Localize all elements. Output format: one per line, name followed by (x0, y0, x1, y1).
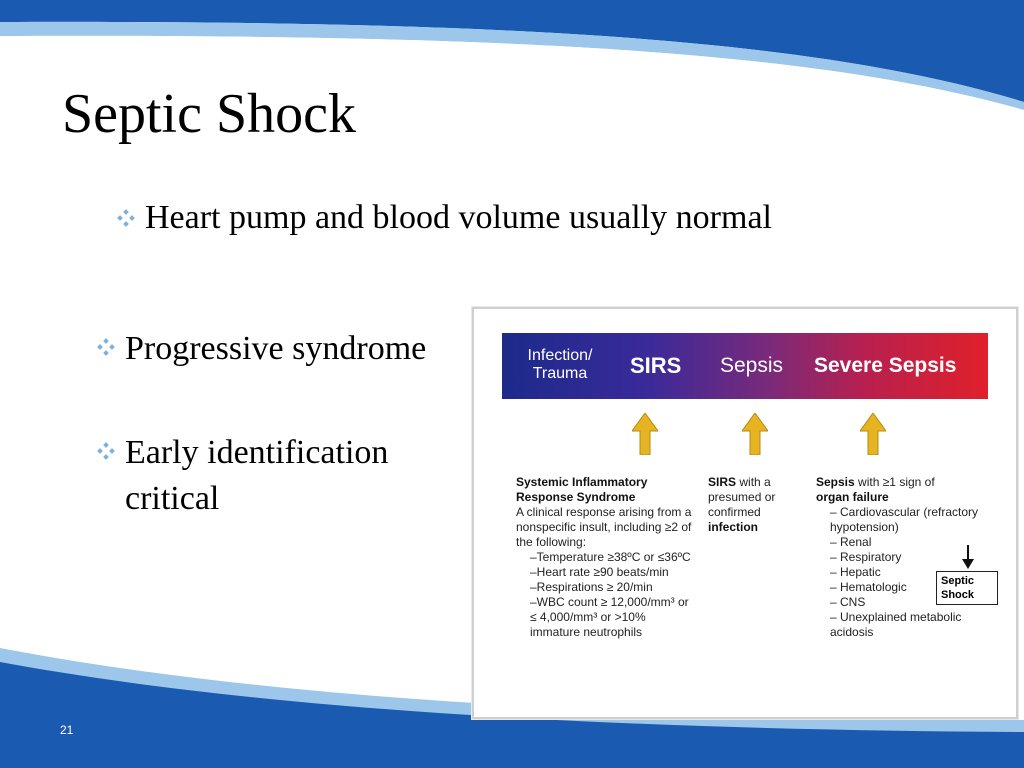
criteria-item: –Heart rate ≥90 beats/min (530, 565, 669, 579)
sirs-definition (516, 475, 696, 640)
sepsis-continuum-figure (472, 307, 1018, 719)
organ-item: – Renal (830, 535, 872, 549)
septic-shock-box: Septic Shock (936, 571, 998, 605)
bullet-progressive (125, 326, 455, 372)
up-arrow-icon (860, 413, 886, 455)
organ-item: – Unexplained metabolic acidosis (830, 610, 962, 639)
stage-severe-sepsis: Severe Sepsis (814, 354, 957, 377)
bullet-top-text: Heart pump and blood volume usually normal (145, 199, 772, 236)
down-arrow-icon (962, 545, 974, 569)
sepsis-lead: SIRS (708, 475, 737, 489)
organ-item: – Hematologic (830, 580, 907, 594)
slide-title: Septic Shock (62, 83, 356, 145)
stage-sepsis: Sepsis (720, 354, 784, 377)
up-arrow-icon (742, 413, 768, 455)
up-arrow-icon (632, 413, 658, 455)
stage-infection-trauma (520, 347, 600, 383)
severe-lead: Sepsis (816, 475, 855, 489)
sepsis-text: with a presumed or confirmed (708, 475, 776, 519)
sirs-title: Systemic Inflammatory Response Syndrome (516, 475, 648, 504)
diamond-bullet-icon (97, 442, 115, 460)
sepsis-bold-end: infection (708, 520, 758, 534)
bullet-early-identification (125, 430, 455, 522)
severe-text: with ≥1 sign of (858, 475, 935, 489)
stage-infection-label: Infection/ Trauma (527, 347, 593, 382)
severe-sepsis-definition (816, 475, 1006, 640)
sepsis-definition (708, 475, 798, 535)
bullet-top (145, 195, 772, 241)
severe-bold-end: organ failure (816, 490, 889, 504)
bullet-early-identification-text: Early identification critical (125, 434, 389, 517)
organ-item: – CNS (830, 595, 866, 609)
criteria-item: –Respirations ≥ 20/min (530, 580, 653, 594)
criteria-item: –WBC count ≥ 12,000/mm³ or ≤ 4,000/mm³ or >10% immature neutrophils (530, 595, 689, 639)
bullet-progressive-text: Progressive syndrome (125, 330, 427, 367)
stage-gradient-bar (502, 333, 988, 399)
diamond-bullet-icon (97, 338, 115, 356)
stage-sirs: SIRS (630, 353, 682, 378)
slide-number: 21 (60, 723, 74, 737)
diamond-bullet-icon (117, 209, 135, 227)
sirs-description: A clinical response arising from a nonspecific insult, including ≥2 of the following: (516, 505, 692, 549)
organ-item: – Hepatic (830, 565, 881, 579)
organ-item: – Cardiovascular (refractory hypotension) (830, 505, 979, 534)
organ-item: – Respiratory (830, 550, 902, 564)
criteria-item: –Temperature ≥38ºC or ≤36ºC (530, 550, 691, 564)
